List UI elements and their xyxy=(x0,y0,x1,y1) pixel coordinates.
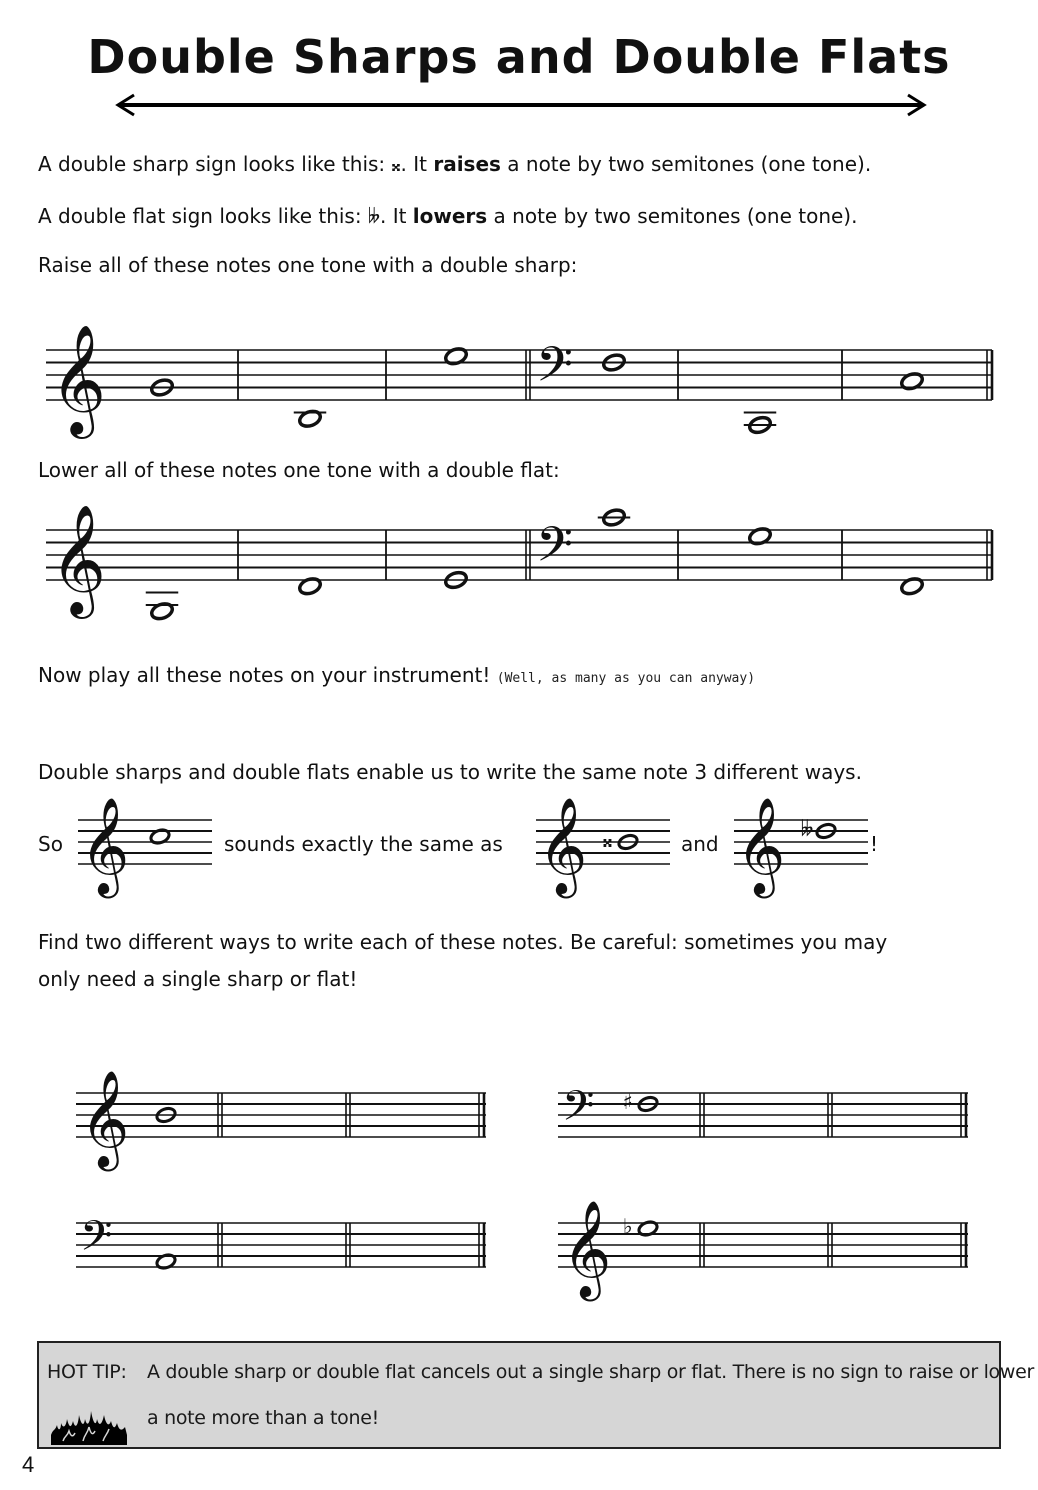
double-arrow-divider xyxy=(112,92,930,118)
bass-clef-icon: 𝄢 xyxy=(536,517,573,584)
hot-tip-box xyxy=(37,1341,1035,1449)
so-label: So xyxy=(38,832,63,856)
whole-note xyxy=(298,576,323,596)
bass-clef-icon: 𝄢 xyxy=(562,1081,595,1141)
treble-clef-icon: 𝄞 xyxy=(538,795,588,894)
page-title: Double Sharps and Double Flats xyxy=(87,30,951,84)
flame-icon xyxy=(49,1401,129,1445)
bass-clef-icon: 𝄢 xyxy=(80,1211,113,1271)
exercise3-staff-1 xyxy=(76,1068,488,1167)
text: Now play all these notes on your instrument! xyxy=(38,663,497,687)
sharp-icon: ♯ xyxy=(622,1089,633,1114)
exercise3-staff-3 xyxy=(76,1202,488,1292)
play-aside: (Well, as many as you can anyway) xyxy=(496,671,756,686)
text: a note by two semitones (one tone). xyxy=(500,152,872,176)
hot-tip-line1: A double sharp or double flat cancels out a single sharp or flat. There is no sign to raise or lower xyxy=(147,1361,1035,1383)
exercise3-instruction-line1: Find two different ways to write each of these notes. Be careful: sometimes you may xyxy=(38,930,888,954)
double-sharp-symbol: 𝄪 xyxy=(391,152,401,176)
double-flat-definition xyxy=(38,202,857,230)
text: A double sharp sign looks like this: xyxy=(38,152,392,176)
sounds-same-label: sounds exactly the same as xyxy=(224,832,503,856)
enharmonic-example-double-flat xyxy=(734,795,868,894)
text: a note by two semitones (one tone). xyxy=(487,204,858,228)
treble-clef-icon: 𝄞 xyxy=(80,1068,130,1167)
exercise1-instruction: Raise all of these notes one tone with a double sharp: xyxy=(38,253,578,277)
lowers-emphasis: lowers xyxy=(412,204,488,228)
exercise3-staff-4 xyxy=(558,1198,970,1297)
page-number: 4 xyxy=(22,1452,35,1477)
exercise3-staff-2 xyxy=(558,1072,970,1162)
treble-clef-icon: 𝄞 xyxy=(562,1198,612,1297)
treble-clef-icon: 𝄞 xyxy=(736,795,786,894)
treble-clef-icon: 𝄞 xyxy=(50,504,107,615)
bass-clef-icon: 𝄢 xyxy=(536,337,573,404)
exercise3-instruction-line2: only need a single sharp or flat! xyxy=(38,967,358,991)
enharmonic-example-double-sharp xyxy=(536,795,670,894)
and-label: and xyxy=(681,832,719,856)
exercise1-staff xyxy=(46,324,996,435)
exercise2-staff xyxy=(46,504,996,615)
play-instruction xyxy=(38,661,755,693)
double-sharp-definition xyxy=(38,150,871,178)
treble-clef-icon: 𝄞 xyxy=(50,324,107,435)
double-flat-symbol: 𝄫 xyxy=(367,204,380,228)
text: A double flat sign looks like this: xyxy=(38,204,368,228)
hot-tip-label: HOT TIP: xyxy=(47,1361,127,1383)
text: . It xyxy=(379,204,413,228)
hot-tip-line2: a note more than a tone! xyxy=(147,1407,379,1429)
whole-note xyxy=(900,576,925,596)
raises-emphasis: raises xyxy=(433,152,501,176)
double-flat-icon: 𝄫 xyxy=(800,816,814,841)
treble-clef-icon: 𝄞 xyxy=(80,795,130,894)
double-sharp-icon: 𝄪 xyxy=(602,827,613,852)
text: . It xyxy=(400,152,434,176)
exclamation: ! xyxy=(870,832,879,856)
enharmonic-example-natural xyxy=(78,795,212,894)
flat-icon: ♭ xyxy=(622,1214,633,1239)
exercise2-instruction: Lower all of these notes one tone with a double flat: xyxy=(38,458,560,482)
enharmonic-intro: Double sharps and double flats enable us to write the same note 3 different ways. xyxy=(38,760,862,784)
